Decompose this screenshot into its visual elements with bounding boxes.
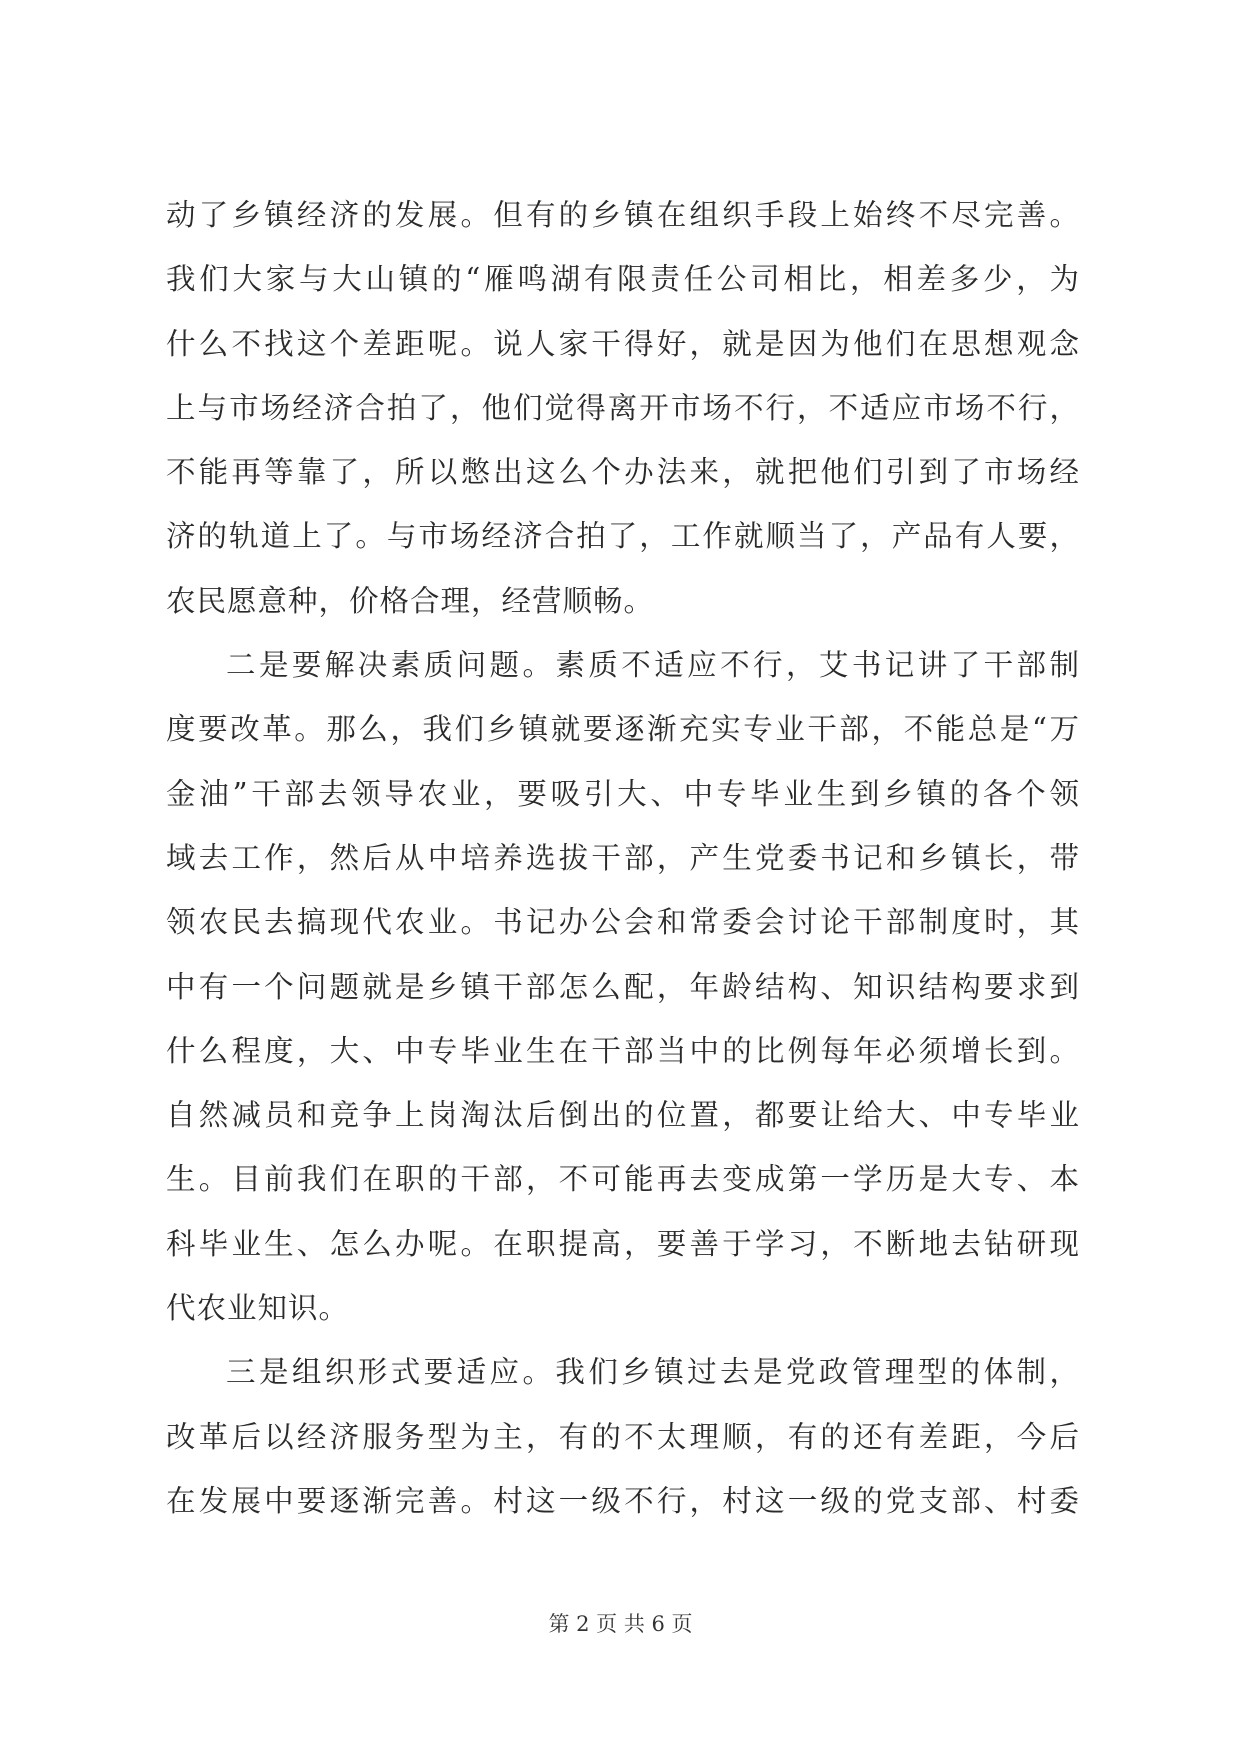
text-line: 自然减员和竞争上岗淘汰后倒出的位置，都要让给大、中专毕业 — [166, 1098, 1080, 1133]
text-line: 科毕业生、怎么办呢。在职提高，要善于学习，不断地去钻研现 — [166, 1226, 1080, 1261]
paragraph-start-line: 三是组织形式要适应。我们乡镇过去是党政管理型的体制， — [226, 1355, 1080, 1390]
text-line: 济的轨道上了。与市场经济合拍了，工作就顺当了，产品有人要， — [166, 519, 1080, 554]
text-line: 农民愿意种，价格合理，经营顺畅。 — [166, 583, 655, 618]
text-line: 不能再等靠了，所以憋出这么个办法来，就把他们引到了市场经 — [166, 455, 1080, 490]
text-line: 上与市场经济合拍了，他们觉得离开市场不行，不适应市场不行， — [166, 390, 1080, 425]
text-line: 代农业知识。 — [166, 1291, 350, 1326]
text-line: 在发展中要逐渐完善。村这一级不行，村这一级的党支部、村委 — [166, 1483, 1080, 1518]
text-line: 什么程度，大、中专毕业生在干部当中的比例每年必须增长到。 — [166, 1033, 1080, 1068]
text-line: 度要改革。那么，我们乡镇就要逐渐充实专业干部，不能总是“万 — [166, 712, 1080, 747]
text-line: 动了乡镇经济的发展。但有的乡镇在组织手段上始终不尽完善。 — [166, 198, 1080, 232]
text-line: 我们大家与大山镇的“雁鸣湖有限责任公司相比，相差多少，为 — [166, 262, 1080, 297]
text-line: 领农民去搞现代农业。书记办公会和常委会讨论干部制度时，其 — [166, 905, 1080, 940]
text-line: 生。目前我们在职的干部，不可能再去变成第一学历是大专、本 — [166, 1162, 1080, 1197]
document-body — [166, 183, 1080, 1533]
text-line: 改革后以经济服务型为主，有的不太理顺，有的还有差距，今后 — [166, 1419, 1080, 1454]
paragraph-start-line: 二是要解决素质问题。素质不适应不行，艾书记讲了干部制 — [226, 648, 1080, 683]
text-line: 中有一个问题就是乡镇干部怎么配，年龄结构、知识结构要求到 — [166, 969, 1080, 1004]
text-line: 域去工作，然后从中培养选拔干部，产生党委书记和乡镇长，带 — [166, 840, 1080, 875]
text-line: 什么不找这个差距呢。说人家干得好，就是因为他们在思想观念 — [166, 326, 1080, 361]
page-number-footer: 第 2 页 共 6 页 — [548, 1612, 693, 1636]
text-line: 金油”干部去领导农业，要吸引大、中专毕业生到乡镇的各个领 — [166, 776, 1080, 811]
